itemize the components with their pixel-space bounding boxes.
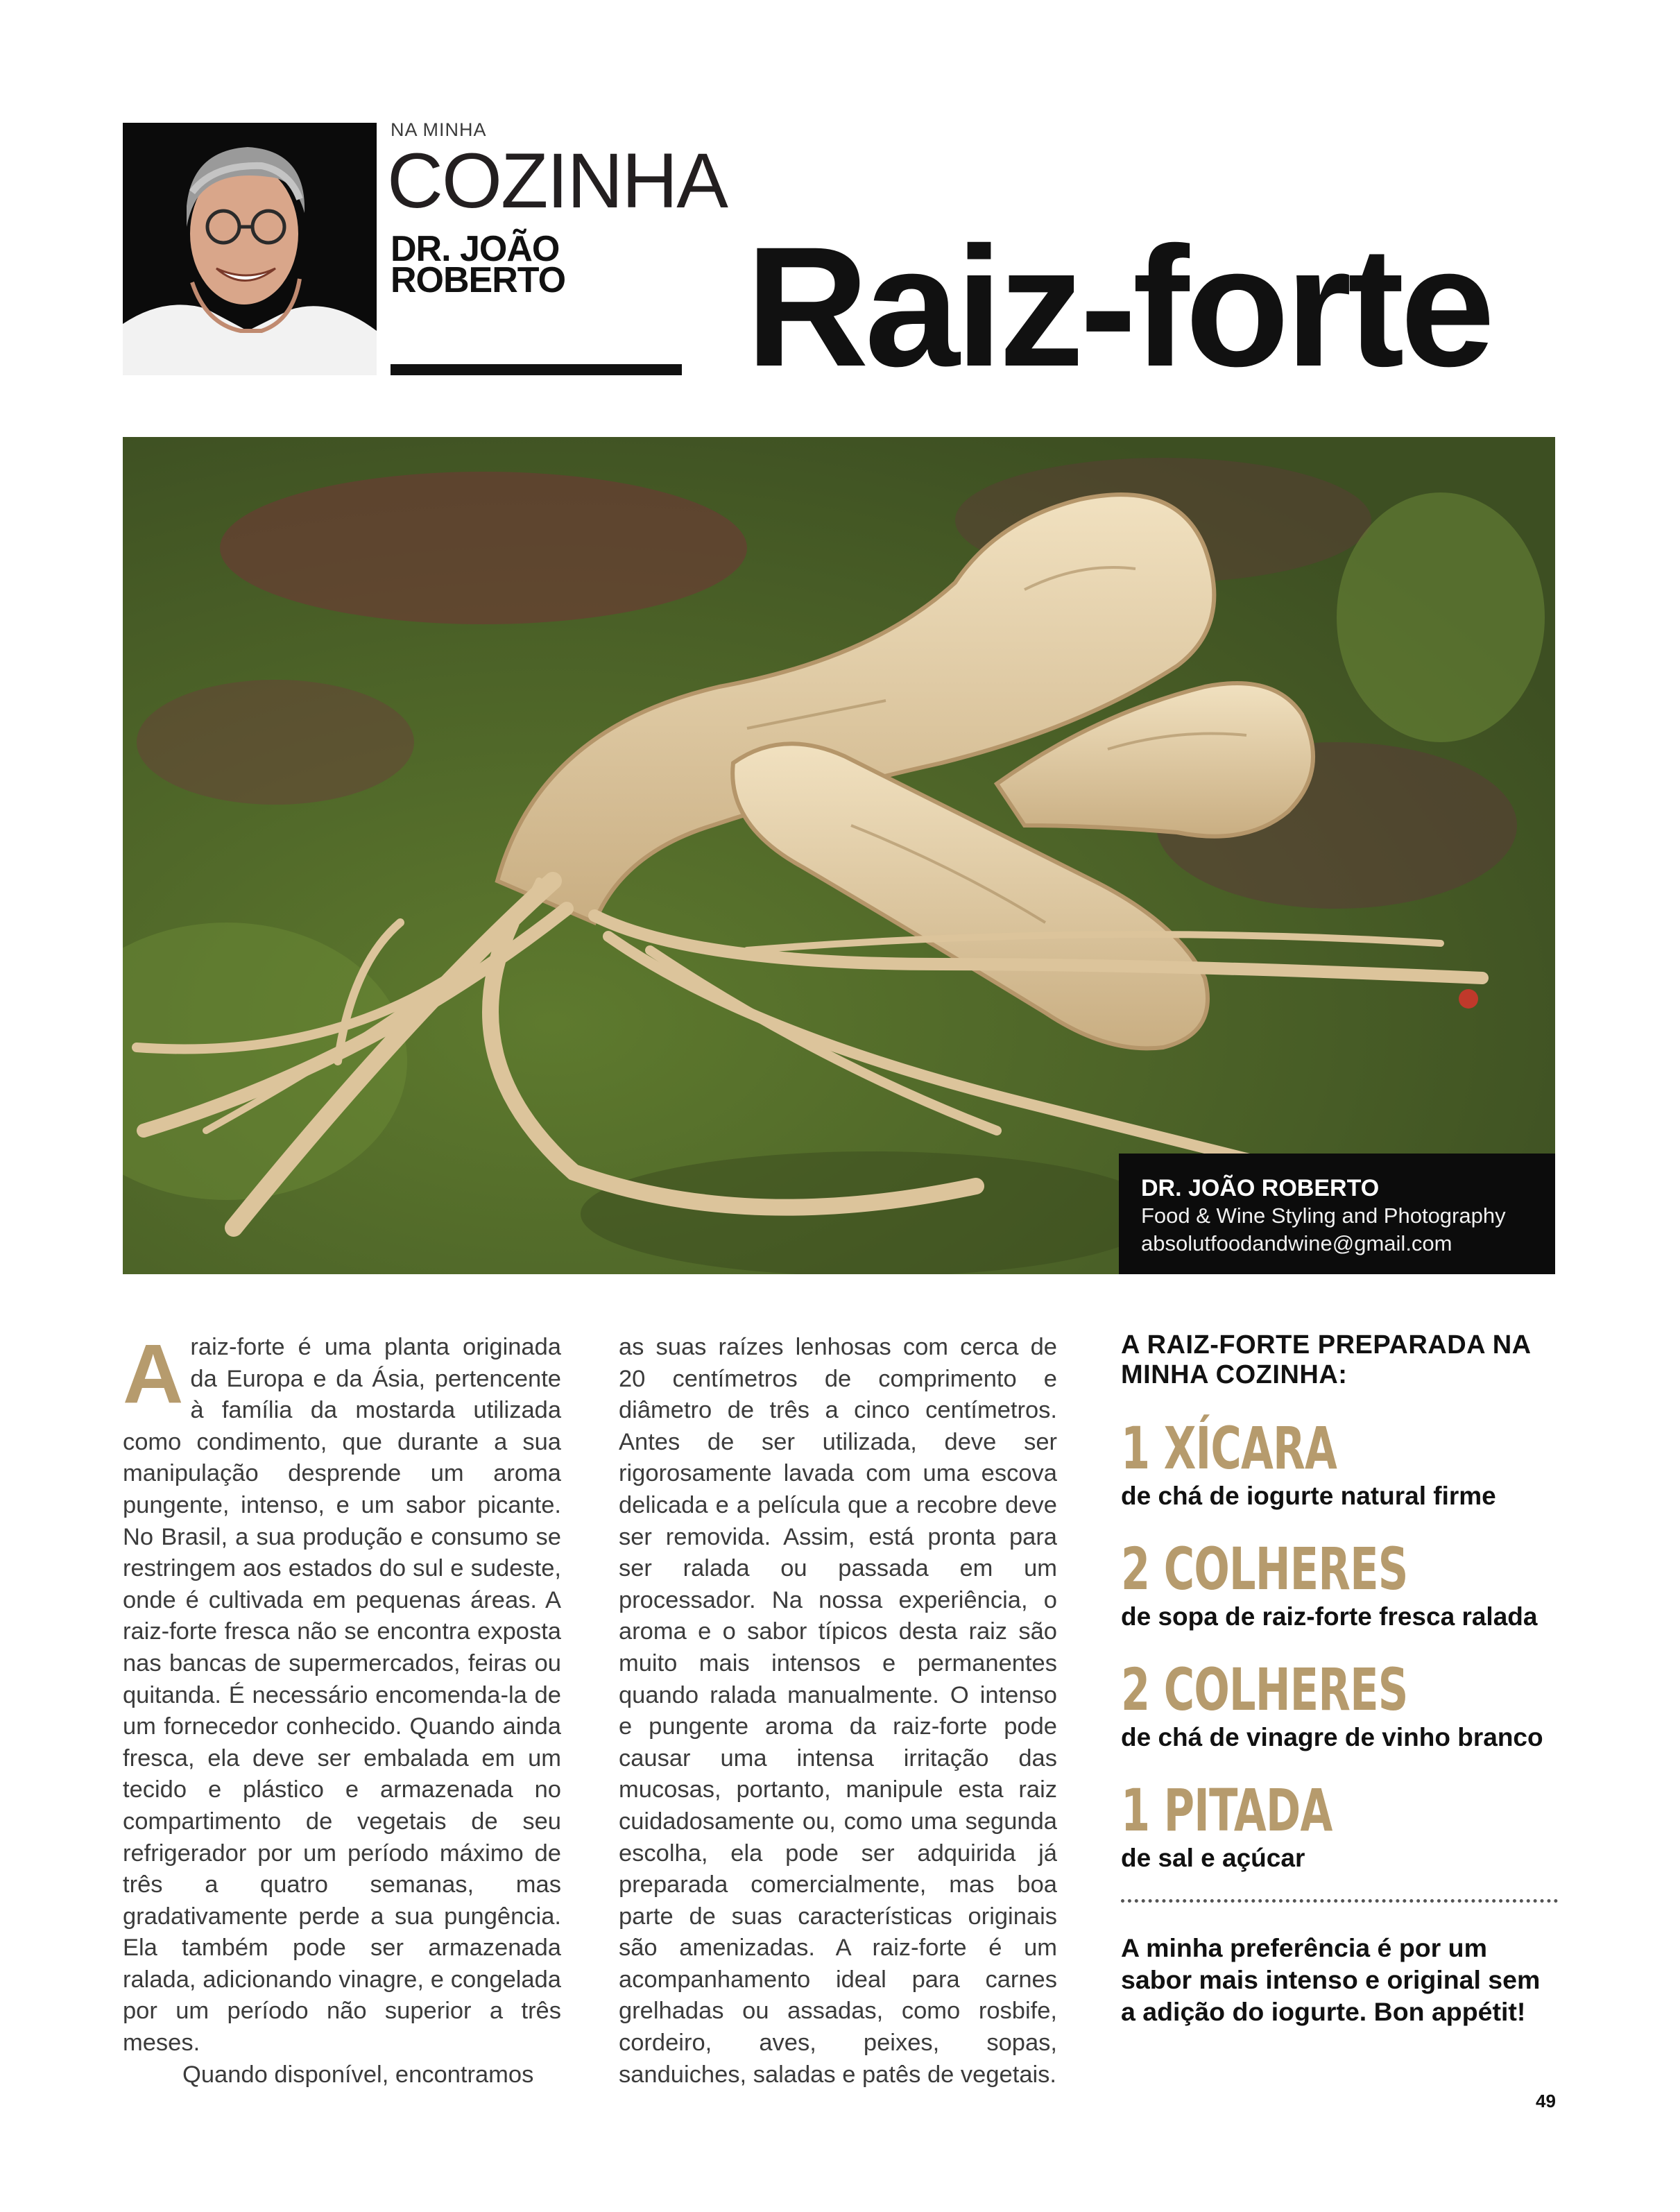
author-portrait [123,123,377,375]
ingredient-quantity: 2 COLHERES [1121,1656,1408,1724]
article-paragraph-2: Quando disponível, encontramos [182,2061,534,2088]
photo-credit [1119,1154,1555,1274]
horseradish-roots-illustration [123,437,1555,1274]
horseradish-photo [123,437,1555,1274]
photo-credit-role: Food & Wine Styling and Photography [1141,1203,1506,1228]
ingredient-quantity: 1 XÍCARA [1121,1414,1337,1482]
ingredient-item [1121,1416,1558,1511]
article-headline: Raiz-forte [746,212,1491,402]
article-column-1 [123,1326,561,2091]
ingredient-item [1121,1778,1558,1873]
section-title: COZINHA [387,137,727,224]
photo-credit-email[interactable]: absolutfoodandwine@gmail.com [1141,1231,1452,1255]
article-paragraph-3: as suas raízes lenhosas com cerca de 20 centímetros de comprimento e diâmetro de três a cinco centímetros. Antes de ser utilizada, deve ser rigorosamente lavada com uma escova delicada e a película que a recobre deve ser removida. Assim, está pronta para ser ralada ou passada em um processador. Na nossa experiência, o aroma e o sabor típicos desta raiz são muito mais intensos e permanentes quando ralada manualmente. O intenso e pungente aroma da raiz-forte pode causar uma intensa irritação das mucosas, portanto, manipule esta raiz cuidadosamente ou, como uma segunda escolha, ela pode ser adquirida já preparada comercialmente, mas boa parte de suas características originais são amenizadas. A raiz-forte é um acompanhamento ideal para carnes grelhadas ou assadas, como rosbife, cordeiro, aves, peixes, sopas, sanduiches, saladas e patês de vegetais. [619,1334,1057,2088]
dotted-divider [1121,1899,1558,1903]
page-number: 49 [1536,2091,1556,2111]
ingredient-item [1121,1658,1558,1752]
ingredient-quantity: 1 PITADA [1121,1776,1332,1844]
photo-credit-name: DR. JOÃO ROBERTO [1141,1175,1380,1201]
author-portrait-image [123,123,377,375]
recipe-note: A minha preferência é por um sabor mais intenso e original sem a adição do iogurte. Bon appétit! [1121,1933,1541,2026]
article-column-2 [619,1332,1057,2091]
article-paragraph-1: raiz-forte é uma planta originada da Europa e da Ásia, pertencente à família da mostarda utilizada como condimento, que durante a sua manipulação desprende um aroma pungente, intenso, e um sabor picante. No Brasil, a sua produção e consumo se restringem aos estados do sul e sudeste, onde é cultivada em pequenas áreas. A raiz-forte fresca não se encontra exposta nas bancas de supermercados, feiras ou quitanda. É necessário encomenda-la de um fornecedor conhecido. Quando ainda fresca, ela deve ser embalada em um tecido e plástico e armazenada no compartimento de vegetais de seu refrigerador por um período máximo de três a quatro semanas, mas gradativamente perde a sua pungência. Ela também pode ser armazenada ralada, adicionando vinagre, e congelada por um período não superior a três meses. [123,1334,561,2057]
ingredient-description: de sopa de raiz-forte fresca ralada [1121,1602,1538,1631]
ingredient-item [1121,1537,1558,1631]
section-kicker: NA MINHA [391,119,487,140]
header-rule [391,364,682,375]
recipe-title: A RAIZ-FORTE PREPARADA NA MINHA COZINHA: [1121,1330,1531,1389]
ingredient-description: de sal e açúcar [1121,1844,1305,1872]
ingredient-quantity: 2 COLHERES [1121,1535,1408,1603]
author-byline: DR. JOÃO ROBERTO [391,229,566,300]
recipe-sidebar [1121,1330,1558,2027]
drop-cap: A [123,1326,184,1421]
ingredient-description: de chá de iogurte natural firme [1121,1482,1496,1510]
ingredient-description: de chá de vinagre de vinho branco [1121,1723,1543,1751]
